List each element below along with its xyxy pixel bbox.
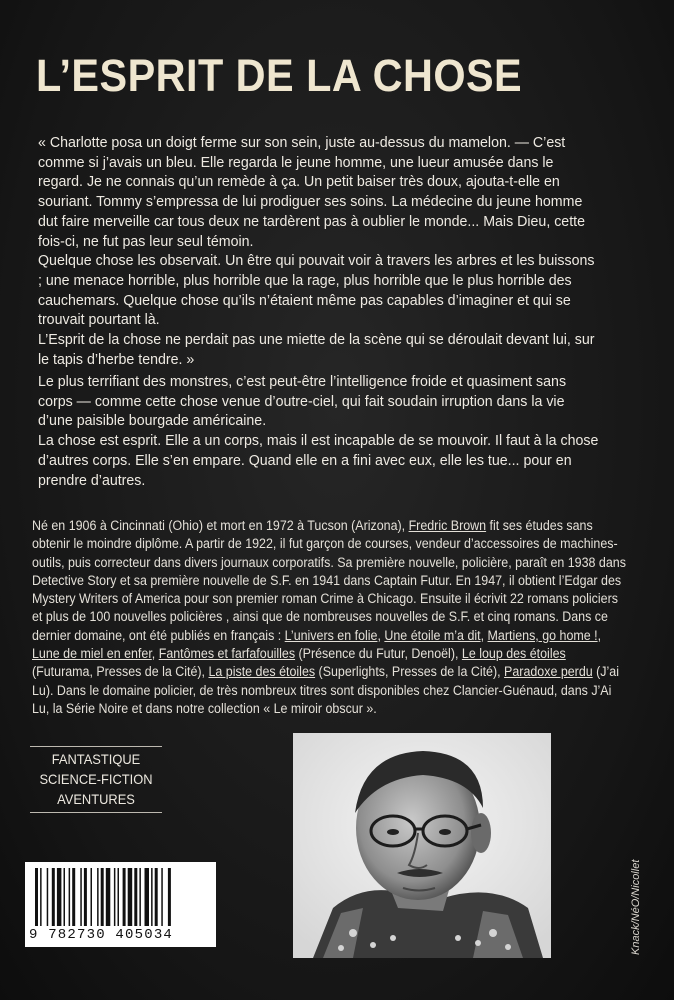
genre-label: AVENTURES (57, 791, 135, 807)
author-portrait-illustration (293, 733, 551, 958)
genre-list (30, 746, 162, 813)
barcode-bars (35, 868, 207, 926)
bio-text: (Présence du Futur, Denoël), (295, 646, 462, 662)
author-name: Fredric Brown (408, 518, 487, 533)
pitch-paragraph: Le plus terrifiant des monstres, c’est peut-être l’intelligence froide et quasiment sans corps — comme cette chose venue d’outre-ciel, qui fait soudain irruption dans la vie d’une paisible bourgade américaine. (38, 373, 567, 430)
book-title-ref: Martiens, go home ! (487, 627, 598, 643)
bio-text: fit ses études sans obtenir le moindre diplôme. A partir de 1922, il fut garçon de courses, vendeur d’accessoires de machines-outils, puis correcteur dans divers journaux corporatifs. Sa première nouvelle, policière, paraît en 1938 dans Detective Story et sa première nouvelle de S.F. en 1941 dans Captain Futur. En 1947, il obtient l’Edgar des Mystery Writers of America pour son premier roman Crime à Chicago. Ensuite il écrivit 22 romans policiers et plus de 100 nouvelles policières , ainsi que de nombreuses nouvelles de S.F. et cinq romans. Dans ce dernier domaine, ont été publiés en français : (32, 518, 626, 643)
book-title-ref: Une étoile m’a dit (384, 627, 481, 643)
author-photo (293, 733, 551, 958)
bio-text: (J’ai Lu). Dans le domaine policier, de très nombreux titres sont disponibles chez Clancier-Guénaud, dans J’Ai Lu, la Série Noire et dans notre collection « Le miroir obscur ». (32, 664, 619, 716)
pitch-block (38, 372, 601, 490)
bio-text: (Futurama, Presses de la Cité), (32, 664, 209, 680)
excerpt-paragraph: Quelque chose les observait. Un être qui pouvait voir à travers les arbres et les buissons ; une menace horrible, plus horrible que la rage, plus horrible que le plus horrible des cauchemars. Quelque chose qu’ils n’étaient même pas capables d’imaginer et qui se trouvait pourtant là. (38, 252, 595, 329)
photo-credit: Knack/NéO/Nicollet (630, 859, 642, 955)
book-title-ref: Le loup des étoiles (461, 646, 566, 662)
excerpt-paragraph: L’Esprit de la chose ne perdait pas une miette de la scène qui se déroulait devant lui, sur le tapis d’herbe tendre. » (38, 331, 595, 368)
book-title-ref: La piste des étoiles (208, 664, 316, 680)
bio-text: , (597, 627, 602, 643)
pitch-paragraph: La chose est esprit. Elle a un corps, mais il est incapable de se mouvoir. Il faut à la chose d’autres corps. Elle s’en empare. Quand elle en a fini avec eux, elle les tue... pour en prendre d’autres. (38, 432, 599, 489)
isbn-number: 9 782730 405034 (29, 927, 174, 943)
bio-text: , (151, 646, 159, 662)
genre-label: FANTASTIQUE (51, 751, 141, 767)
book-title-ref: Lune de miel en enfer (32, 646, 152, 662)
excerpt-paragraph: « Charlotte posa un doigt ferme sur son sein, juste au-dessus du mamelon. — C’est comme si j’avais un bleu. Elle regarda le jeune homme, une lueur amusée dans le regard. Je ne connais qu’un remède à ça. Un petit baiser très doux, ajouta-t-elle en souriant. Tommy s’empressa de lui prodiguer ses soins. La médecine du jeune homme dut faire merveille car tous deux ne tardèrent pas à oublier le monde... Mais Dieu, cette fois-ci, ne fut pas leur seul témoin. (38, 134, 586, 250)
excerpt-block (38, 133, 601, 369)
bio-text: , (377, 627, 385, 643)
author-biography (32, 517, 627, 718)
isbn-barcode (25, 862, 216, 947)
book-title-ref: Paradoxe perdu (504, 664, 593, 680)
book-title-ref: L’univers en folie (284, 627, 378, 643)
bio-text: (Superlights, Presses de la Cité), (315, 664, 505, 680)
bio-text: , (480, 627, 488, 643)
book-title: L’ESPRIT DE LA CHOSE (36, 50, 523, 101)
genre-label: SCIENCE-FICTION (39, 771, 153, 787)
bio-text: Né en 1906 à Cincinnati (Ohio) et mort en 1972 à Tucson (Arizona), (32, 518, 409, 533)
book-title-ref: Fantômes et farfafouilles (158, 646, 296, 662)
